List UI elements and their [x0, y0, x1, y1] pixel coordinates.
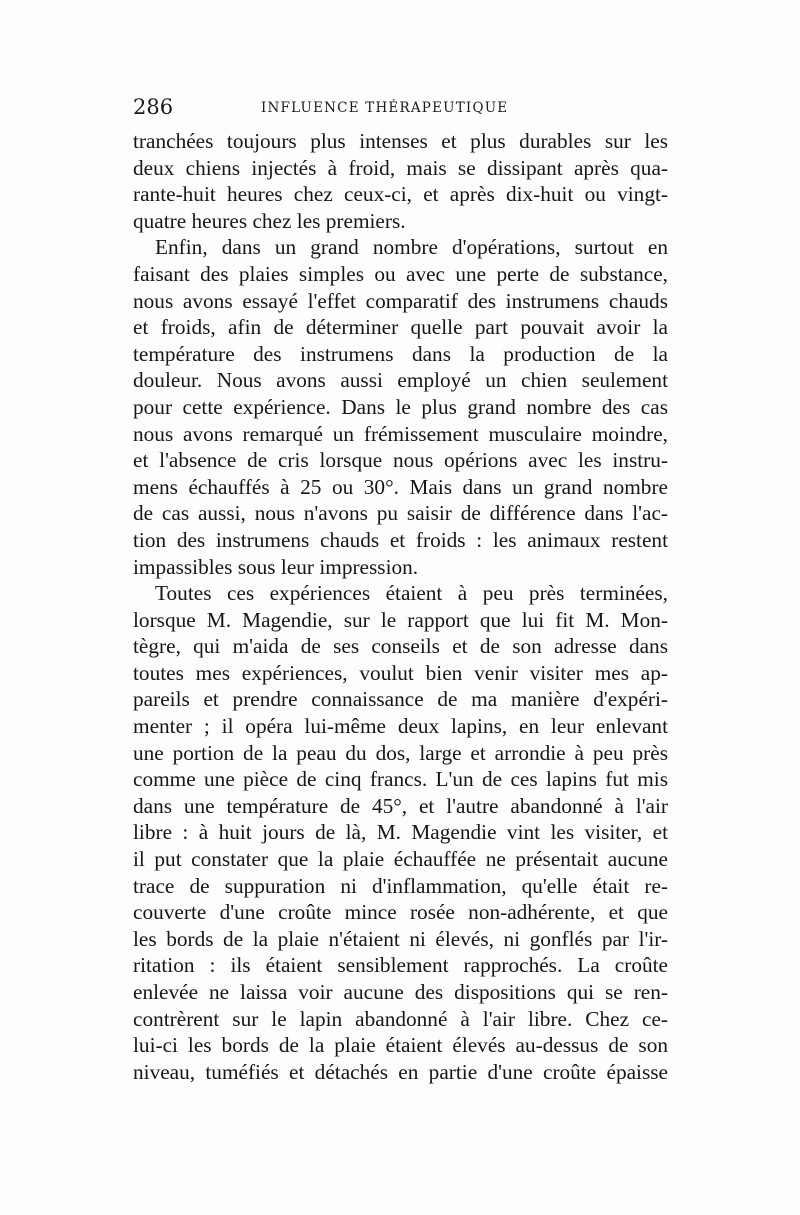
- text-line: les bords de la plaie n'étaient ni élevés, ni gonflés par l'ir-: [133, 926, 668, 951]
- page-number: 286: [133, 95, 174, 119]
- text-line: température des instrumens dans la production de la: [133, 341, 668, 366]
- text-line: et froids, afin de déterminer quelle part pouvait avoir la: [133, 315, 668, 340]
- text-line: il put constater que la plaie échauffée ne présentait aucune: [133, 847, 668, 872]
- text-line: nous avons remarqué un frémissement musculaire moindre,: [133, 421, 668, 446]
- text-line: et l'absence de cris lorsque nous opérions avec les instru-: [133, 448, 668, 473]
- paragraph: [133, 128, 668, 234]
- text-line: tion des instrumens chauds et froids : les animaux restent: [133, 527, 668, 552]
- text-line: nous avons essayé l'effet comparatif des instrumens chauds: [133, 288, 668, 313]
- text-line: quatre heures chez les premiers.: [133, 208, 406, 233]
- text-line: dans une température de 45°, et l'autre abandonné à l'air: [133, 793, 668, 818]
- text-line: pour cette expérience. Dans le plus grand nombre des cas: [133, 394, 668, 419]
- text-line: couverte d'une croûte mince rosée non-adhérente, et que: [133, 900, 668, 925]
- text-line: toutes mes expériences, voulut bien venir visiter mes ap-: [133, 660, 668, 685]
- text-line: niveau, tuméfiés et détachés en partie d'une croûte épaisse: [133, 1059, 668, 1084]
- text-line: douleur. Nous avons aussi employé un chien seulement: [133, 368, 668, 393]
- text-line: tègre, qui m'aida de ses conseils et de son adresse dans: [133, 634, 668, 659]
- text-line: pareils et prendre connaissance de ma manière d'expéri-: [133, 687, 668, 712]
- paragraph: [133, 234, 668, 580]
- text-line: trace de suppuration ni d'inflammation, qu'elle était re-: [133, 873, 668, 898]
- text-line: menter ; il opéra lui-même deux lapins, en leur enlevant: [133, 714, 668, 739]
- text-line: lorsque M. Magendie, sur le rapport que lui fit M. Mon-: [133, 607, 668, 632]
- text-line: Enfin, dans un grand nombre d'opérations, surtout en: [155, 235, 668, 260]
- text-line: deux chiens injectés à froid, mais se dissipant après qua-: [133, 155, 668, 180]
- text-line: de cas aussi, nous n'avons pu saisir de différence dans l'ac-: [133, 501, 668, 526]
- text-line: ritation : ils étaient sensiblement rapprochés. La croûte: [133, 953, 668, 978]
- text-line: mens échauffés à 25 ou 30°. Mais dans un grand nombre: [133, 474, 668, 499]
- text-line: libre : à huit jours de là, M. Magendie vint les visiter, et: [133, 820, 668, 845]
- paragraph: [133, 580, 668, 1085]
- text-line: enlevée ne laissa voir aucune des dispositions qui se ren-: [133, 980, 668, 1004]
- running-title: INFLUENCE THÉRAPEUTIQUE: [261, 100, 509, 116]
- text-line: tranchées toujours plus intenses et plus durables sur les: [133, 129, 668, 153]
- text-line: lui-ci les bords de la plaie étaient élevés au-dessus de son: [133, 1033, 668, 1058]
- text-line: Toutes ces expériences étaient à peu près terminées,: [155, 581, 668, 606]
- text-line: contrèrent sur le lapin abandonné à l'air libre. Chez ce-: [133, 1006, 668, 1031]
- text-line: faisant des plaies simples ou avec une perte de substance,: [133, 261, 668, 286]
- body-text: [133, 128, 668, 1085]
- text-line: impassibles sous leur impression.: [133, 554, 419, 579]
- running-head: [133, 96, 668, 118]
- text-line: une portion de la peau du dos, large et arrondie à peu près: [133, 740, 668, 765]
- text-line: comme une pièce de cinq francs. L'un de ces lapins fut mis: [133, 767, 668, 792]
- text-line: rante-huit heures chez ceux-ci, et après dix-huit ou vingt-: [133, 182, 668, 207]
